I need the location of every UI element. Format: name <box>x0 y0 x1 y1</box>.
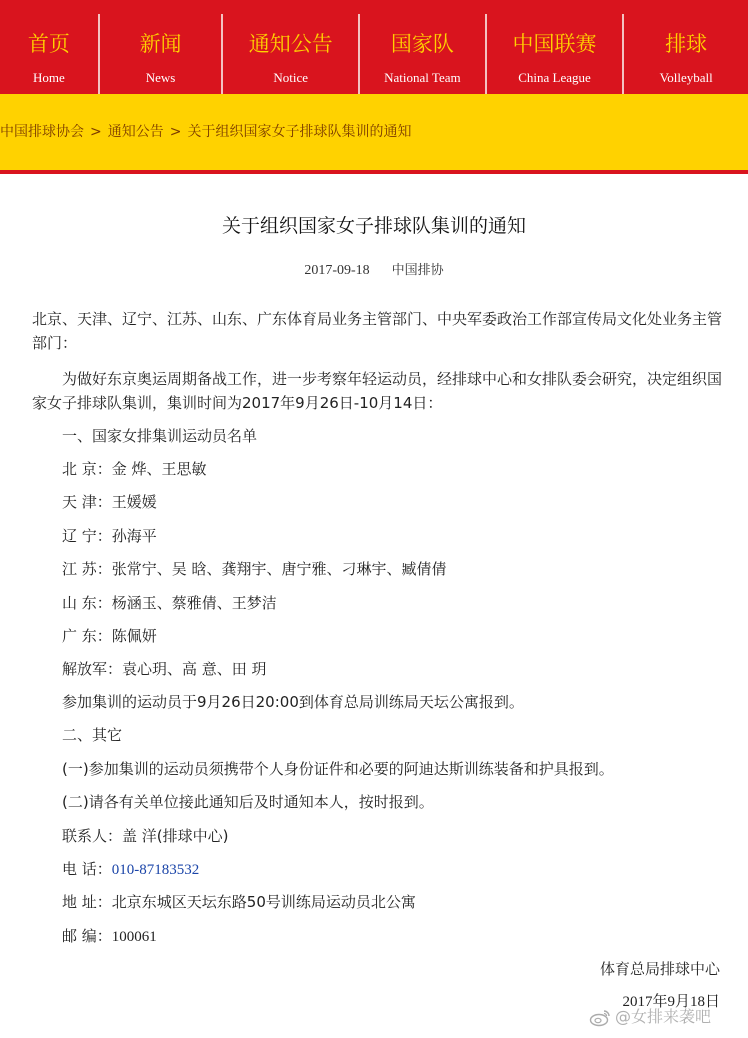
breadcrumb-separator: > <box>90 124 102 140</box>
phone-row <box>62 858 199 881</box>
article-meta <box>0 262 748 280</box>
roster-region: 辽 宁： <box>62 527 112 545</box>
roster-names: 金 烨、王思敏 <box>111 460 207 478</box>
other-item: (二)请各有关单位接此通知后及时通知本人，按时报到。 <box>62 793 434 811</box>
nav-item-national-team-sublabel: National Team <box>384 70 461 85</box>
nav-item-volleyball[interactable] <box>624 14 748 94</box>
roster-row <box>62 658 267 680</box>
nav-item-china-league[interactable] <box>487 14 625 94</box>
breadcrumb <box>0 122 411 142</box>
signature-organization: 体育总局排球中心 <box>599 960 720 978</box>
nav-item-home[interactable] <box>0 14 100 94</box>
roster-row <box>62 458 207 480</box>
address-row <box>62 891 416 913</box>
roster-names: 王媛媛 <box>111 493 157 511</box>
roster-names: 杨涵玉、蔡雅倩、王梦洁 <box>111 594 277 612</box>
watermark-text: @女排来袭吧 <box>615 1007 712 1026</box>
contact-row <box>62 825 229 847</box>
nav-item-volleyball-sublabel: Volleyball <box>659 70 713 85</box>
article-date: 2017-09-18 <box>304 263 370 278</box>
nav-item-national-team-label: 国家队 <box>390 32 454 56</box>
nav-item-china-league-sublabel: China League <box>518 70 591 85</box>
nav-item-notice-label: 通知公告 <box>248 32 333 56</box>
phone-label: 电 话： <box>62 860 112 878</box>
nav-item-national-team[interactable] <box>360 14 487 94</box>
address-label: 地 址： <box>62 893 112 911</box>
phone-link[interactable]: 010-87183532 <box>111 862 200 878</box>
main-nav <box>0 14 748 94</box>
weibo-icon <box>589 1009 611 1027</box>
roster-region: 北 京： <box>62 460 112 478</box>
other-item: (一)参加集训的运动员须携带个人身份证件和必要的阿迪达斯训练装备和护具报到。 <box>62 760 614 778</box>
roster-row <box>62 558 447 580</box>
nav-item-home-sublabel: Home <box>32 70 65 85</box>
roster-region: 天 津： <box>62 493 112 511</box>
postcode-label: 邮 编： <box>62 927 112 945</box>
section1-heading: 一、国家女排集训运动员名单 <box>62 427 258 445</box>
contact-value: 盖 洋(排球中心) <box>122 827 229 845</box>
roster-region: 解放军： <box>62 660 123 678</box>
nav-item-notice[interactable] <box>223 14 360 94</box>
nav-item-news[interactable] <box>100 14 224 94</box>
nav-item-china-league-label: 中国联赛 <box>512 32 597 56</box>
report-note: 参加集训的运动员于9月26日20:00到体育总局训练局天坛公寓报到。 <box>62 693 524 711</box>
nav-item-volleyball-label: 排球 <box>665 32 708 56</box>
roster-names: 孙海平 <box>111 527 157 545</box>
breadcrumb-divider <box>0 170 748 174</box>
roster-row <box>62 592 277 614</box>
signature-date: 2017年9月18日 <box>622 994 720 1010</box>
roster-names: 陈佩妍 <box>111 627 157 645</box>
breadcrumb-item-current[interactable]: 关于组织国家女子排球队集训的通知 <box>187 124 412 140</box>
nav-item-home-label: 首页 <box>27 32 70 56</box>
nav-item-news-label: 新闻 <box>139 32 182 56</box>
breadcrumb-item-notice[interactable]: 通知公告 <box>107 124 164 140</box>
addressee-paragraph: 北京、天津、辽宁、江苏、山东、广东体育局业务主管部门、中央军委政治工作部宣传局文化处业务主管部门： <box>32 310 723 352</box>
nav-item-news-sublabel: News <box>145 70 176 85</box>
intro-paragraph: 为做好东京奥运周期备战工作，进一步考察年轻运动员，经排球中心和女排队委会研究，决定组织国家女子排球队集训，集训时间为2017年9月26日-10月14日： <box>32 370 723 412</box>
postcode-value: 100061 <box>111 929 157 945</box>
breadcrumb-item-home[interactable]: 中国排球协会 <box>0 124 84 140</box>
roster-region: 山 东： <box>62 594 112 612</box>
roster-row <box>62 525 157 547</box>
postcode-row <box>62 925 157 948</box>
article-source: 中国排协 <box>391 263 444 278</box>
nav-item-notice-sublabel: Notice <box>273 70 309 85</box>
roster-region: 江 苏： <box>62 560 112 578</box>
roster-names: 张常宁、吴 晗、龚翔宇、唐宁雅、刁琳宇、臧倩倩 <box>111 560 447 578</box>
top-strip <box>0 0 748 14</box>
watermark <box>589 1004 711 1030</box>
section2-heading: 二、其它 <box>62 726 123 744</box>
roster-region: 广 东： <box>62 627 112 645</box>
breadcrumb-separator: > <box>169 124 182 140</box>
roster-names: 袁心玥、高 意、田 玥 <box>122 660 267 678</box>
article-title: 关于组织国家女子排球队集训的通知 <box>221 215 526 237</box>
roster-row <box>62 491 157 513</box>
contact-label: 联系人： <box>62 827 123 845</box>
address-value: 北京东城区天坛东路50号训练局运动员北公寓 <box>111 893 416 911</box>
roster-row <box>62 625 157 647</box>
